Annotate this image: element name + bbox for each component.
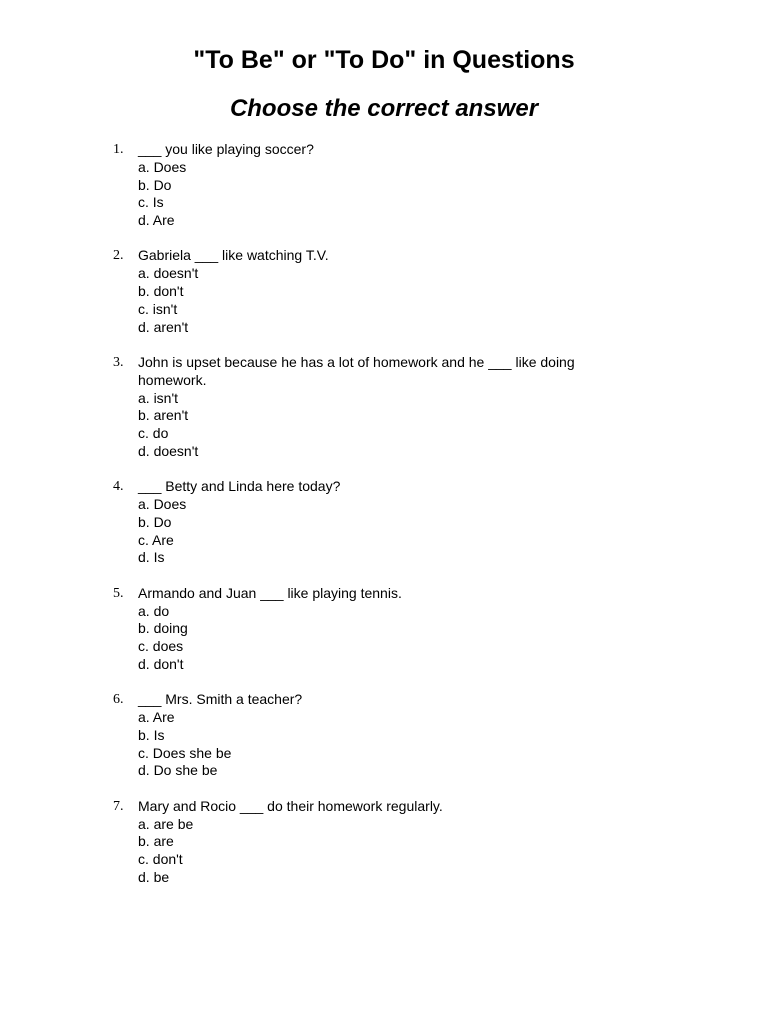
answer-option: c. isn't [138,300,178,317]
answer-option: a. Are [138,709,175,726]
answer-option: c. do [138,425,169,442]
answer-options [138,709,768,780]
answer-option: a. are be [138,815,194,832]
question-list [0,141,768,904]
answer-option: b. Is [138,726,165,743]
answer-options [138,496,768,567]
question-text: ___ you like playing soccer? [138,141,314,157]
question-item [0,478,768,567]
answer-option: b. don't [138,283,184,300]
question-number: 3. [113,354,124,370]
answer-options [138,265,768,336]
answer-option: d. Do she be [138,762,218,779]
question-item [0,798,768,887]
question-number: 2. [113,248,124,264]
answer-options [138,159,768,230]
question-text: Armando and Juan ___ like playing tennis. [138,584,402,601]
answer-option: a. isn't [138,389,179,406]
question-number: 1. [113,142,124,157]
question-item [0,691,768,780]
question-item [0,247,768,336]
answer-option: d. Is [138,549,165,566]
answer-option: a. Does [138,496,187,513]
question-number: 6. [113,692,124,708]
answer-option: c. Are [138,531,174,548]
answer-option: d. Are [138,212,175,229]
answer-option: d. doesn't [138,442,199,459]
answer-option: b. Do [138,513,172,530]
answer-option: b. doing [138,620,188,637]
question-item [0,141,768,230]
answer-options [138,390,768,461]
answer-option: c. Does she be [138,744,232,761]
answer-options [138,816,768,887]
answer-option: b. aren't [138,407,189,424]
answer-option: c. Is [138,194,164,211]
answer-option: a. Does [138,158,187,175]
answer-option: c. don't [138,851,183,868]
question-number: 7. [113,798,124,814]
answer-option: d. don't [138,655,184,672]
answer-options [138,603,768,674]
answer-option: a. do [138,602,170,619]
question-number: 4. [113,479,124,495]
question-text: John is upset because he has a lot of homework and he ___ like doing homework. [138,353,575,388]
page-subtitle: Choose the correct answer [229,95,539,122]
question-item [0,585,768,674]
question-text: Gabriela ___ like watching T.V. [138,247,329,264]
answer-option: d. aren't [138,318,189,335]
answer-option: a. doesn't [138,265,199,282]
question-text: Mary and Rocio ___ do their homework regularly. [138,797,443,814]
answer-option: b. are [138,833,174,850]
page-title: "To Be" or "To Do" in Questions [193,46,575,74]
answer-option: d. be [138,868,170,885]
answer-option: c. does [138,638,184,655]
question-number: 5. [113,585,124,601]
question-text: ___ Mrs. Smith a teacher? [138,691,303,708]
question-item [0,354,768,461]
question-text: ___ Betty and Linda here today? [138,478,341,495]
answer-option: b. Do [138,176,172,193]
